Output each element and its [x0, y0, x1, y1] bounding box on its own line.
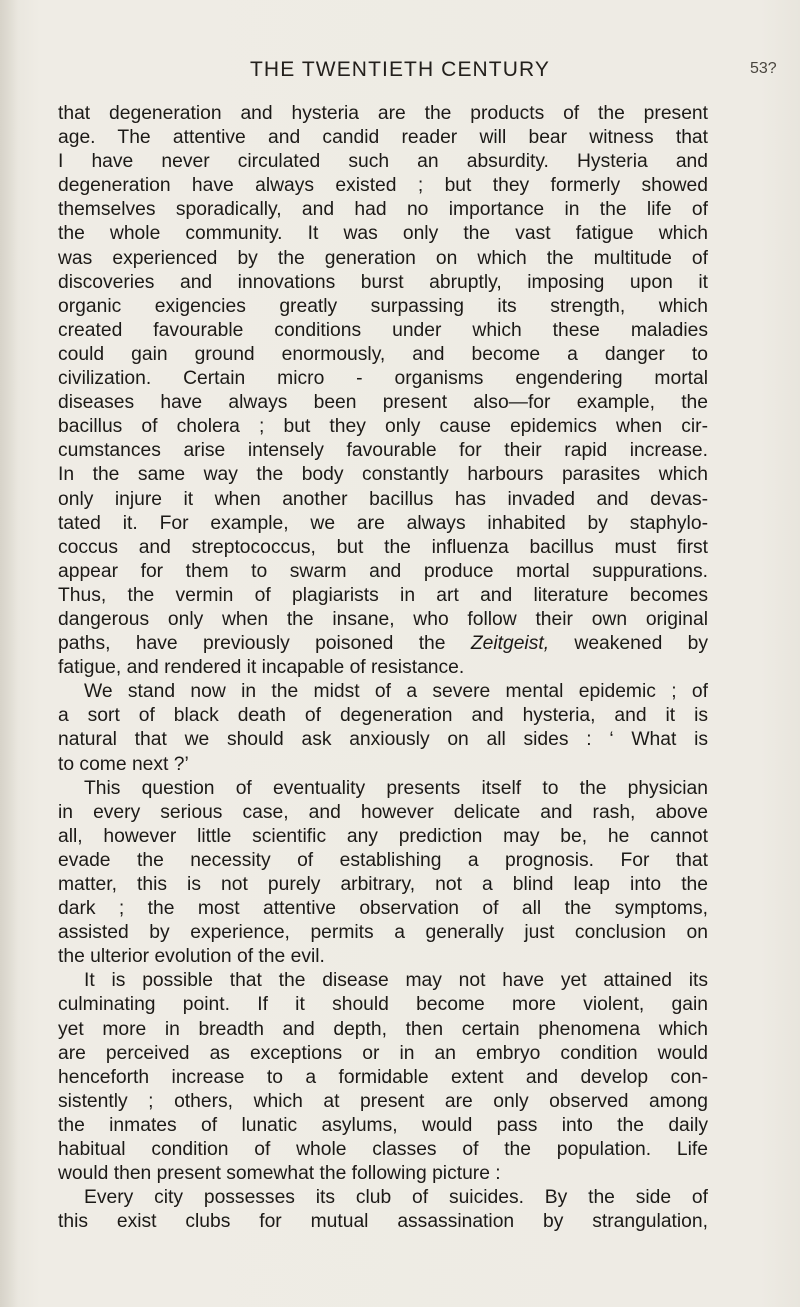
- text-line: culminating point. If it should become more violent, gain: [58, 994, 708, 1016]
- text-line: sistently ; others, which at present are only observed among: [58, 1090, 708, 1112]
- text-line: assisted by experience, permits a generally just conclusion on: [58, 922, 708, 944]
- text-line: all, however little scientific any prediction may be, he cannot: [58, 825, 708, 847]
- text-line: organic exigencies greatly surpassing its strength, which: [58, 295, 708, 317]
- text-line: the ulterior evolution of the evil.: [58, 946, 325, 968]
- gutter-shadow: [0, 0, 18, 1307]
- text-line: bacillus of cholera ; but they only cause epidemics when cir-: [58, 416, 708, 438]
- text-line: discoveries and innovations burst abruptly, imposing upon it: [58, 271, 708, 293]
- text-line: matter, this is not purely arbitrary, not a blind leap into the: [58, 874, 708, 895]
- text-line: dangerous only when the insane, who follow their own original: [58, 608, 708, 630]
- text-line: are perceived as exceptions or in an embryo condition would: [58, 1042, 708, 1064]
- text-line: Every city possesses its club of suicides. By the side of: [84, 1187, 708, 1209]
- text-line: natural that we should ask anxiously on all sides : ‘ What is: [58, 729, 708, 751]
- text-line: coccus and streptococcus, but the influenza bacillus must first: [58, 536, 708, 558]
- page-number: 53?: [750, 60, 777, 77]
- text-line: only injure it when another bacillus has invaded and devas-: [58, 488, 708, 510]
- text-line: the inmates of lunatic asylums, would pass into the daily: [58, 1114, 708, 1136]
- text-line: cumstances arise intensely favourable for their rapid increase.: [58, 440, 708, 462]
- text-line: It is possible that the disease may not have yet attained its: [84, 970, 708, 992]
- running-head: THE TWENTIETH CENTURY: [250, 58, 550, 81]
- text-line: that degeneration and hysteria are the products of the present: [58, 103, 708, 124]
- text-line: themselves sporadically, and had no importance in the life of: [58, 199, 708, 221]
- text-line: habitual condition of whole classes of the population. Life: [58, 1139, 708, 1161]
- text-line: this exist clubs for mutual assassination by strangulation,: [58, 1211, 708, 1233]
- italic-term: Zeitgeist,: [470, 633, 550, 655]
- text-line: We stand now in the midst of a severe mental epidemic ; of: [84, 681, 708, 703]
- text-line: dark ; the most attentive observation of all the symptoms,: [58, 898, 708, 920]
- text-line: [58, 632, 708, 656]
- page-header: [0, 58, 800, 88]
- text-segment: paths, have previously poisoned the: [58, 633, 471, 655]
- text-line: I have never circulated such an absurdity. Hysteria and: [58, 151, 708, 173]
- text-line: This question of eventuality presents itself to the physician: [84, 777, 708, 799]
- text-line: tated it. For example, we are always inhabited by staphylo-: [58, 512, 708, 534]
- text-line: to come next ?’: [58, 753, 189, 775]
- text-line: fatigue, and rendered it incapable of resistance.: [58, 657, 465, 679]
- text-line: a sort of black death of degeneration and hysteria, and it is: [58, 705, 708, 727]
- text-line: could gain ground enormously, and become a danger to: [58, 343, 708, 365]
- text-line: appear for them to swarm and produce mortal suppurations.: [58, 560, 708, 582]
- text-line: henceforth increase to a formidable extent and develop con-: [58, 1066, 708, 1088]
- text-line: was experienced by the generation on which the multitude of: [58, 247, 708, 269]
- text-line: the whole community. It was only the vast fatigue which: [58, 223, 708, 245]
- text-line: degeneration have always existed ; but they formerly showed: [58, 175, 708, 197]
- text-line: yet more in breadth and depth, then certain phenomena which: [58, 1018, 708, 1040]
- text-line: age. The attentive and candid reader will bear witness that: [58, 127, 708, 149]
- text-segment: weakened by: [549, 633, 708, 655]
- text-line: in every serious case, and however delicate and rash, above: [58, 801, 708, 823]
- text-line: Thus, the vermin of plagiarists in art and literature becomes: [58, 584, 708, 606]
- text-line: would then present somewhat the following picture :: [58, 1163, 501, 1185]
- text-line: evade the necessity of establishing a prognosis. For that: [58, 849, 708, 871]
- text-line: created favourable conditions under which these maladies: [58, 319, 708, 341]
- text-line: diseases have always been present also—for example, the: [58, 392, 708, 414]
- body-text: [58, 102, 708, 1234]
- text-line: In the same way the body constantly harbours parasites which: [58, 464, 708, 486]
- text-line: civilization. Certain micro - organisms engendering mortal: [58, 368, 708, 390]
